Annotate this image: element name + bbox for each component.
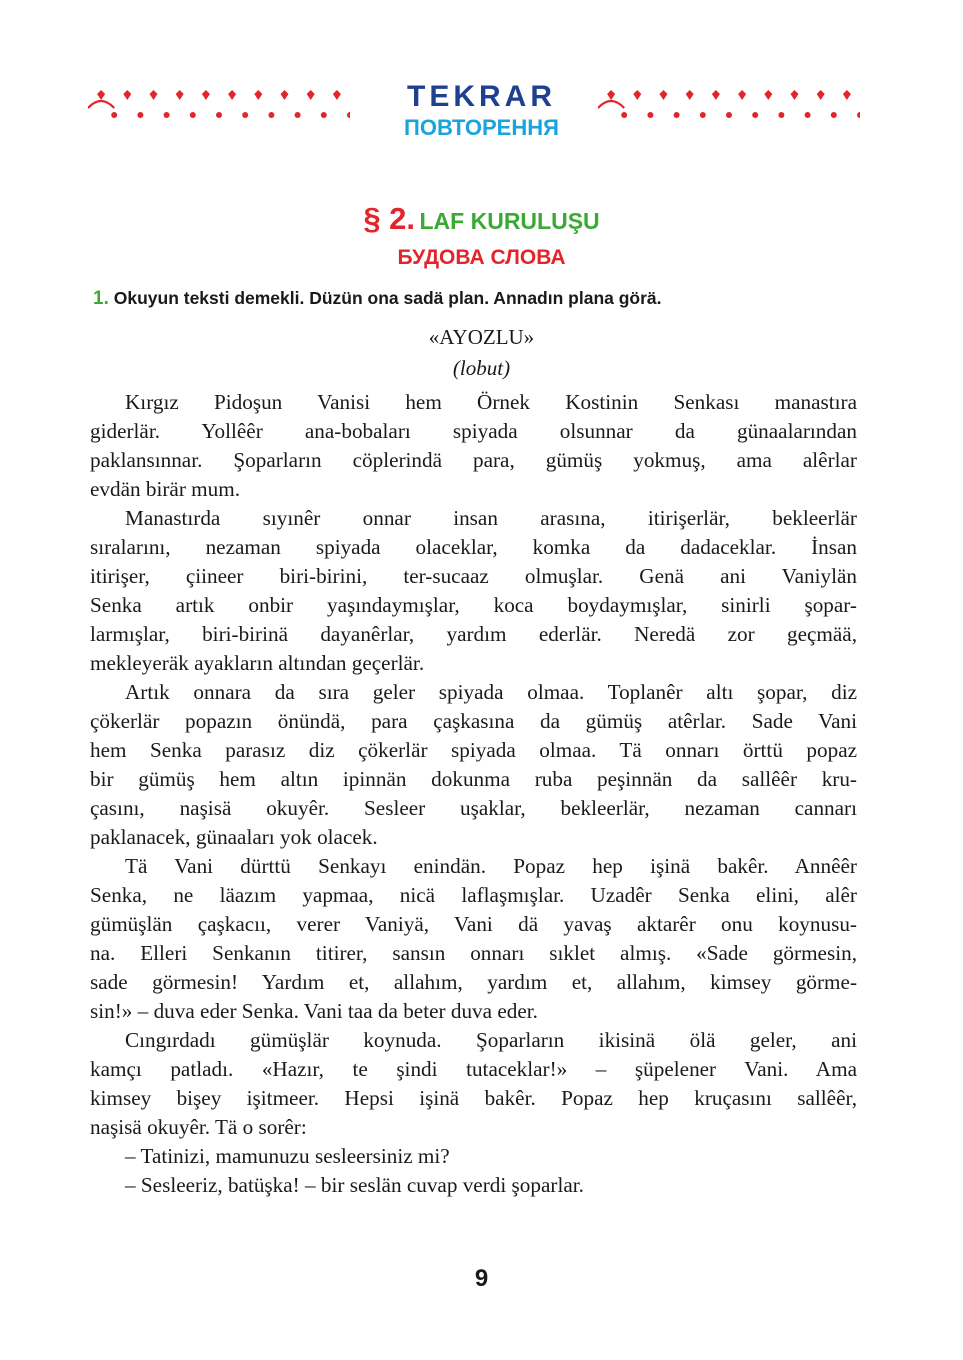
text-line: Senka, ne läazım yapmaa, nicä laflaşmışlar. Uzadêr Senka elini, alêr — [90, 883, 857, 907]
text-line: paklansınnar. Şoparların cöplerindä para, gümüş yokmuş, ama alêrlar — [90, 448, 857, 472]
page-number: 9 — [474, 1265, 489, 1292]
text-line: gümüşlän çaşkacıı, verer Vaniyä, Vani dä yavaş aktarêr onu koynusu- — [90, 912, 857, 936]
text-line: mekleyeräk ayakların altından geçerlär. — [90, 651, 425, 675]
text-line: kamçı patladı. «Hazır, te şindi tutaceklar!» – şüpelener Vani. Ama — [90, 1057, 857, 1081]
text-line: çökerlär popazın önündä, para çaşkasına da gümüş atêrlar. Sade Vani — [90, 709, 857, 733]
text-line: paklanacek, günaaları yok olacek. — [90, 825, 378, 849]
text-line: Kırgız Pidoşun Vanisi hem Örnek Kostinin Senkası manastıra — [125, 390, 857, 414]
section-subtitle: БУДОВА СЛОВА — [397, 246, 566, 269]
section-number: § 2. — [363, 201, 416, 236]
text-line: – Sesleeriz, batüşka! – bir seslän cuvap verdi şoparlar. — [125, 1173, 584, 1197]
text-line: Artık onnara da sıra geler spiyada olmaa. Toplanêr altı şopar, diz — [125, 680, 857, 704]
text-line: na. Elleri Senkanın titirer, sansın onnarı sıklet almış. «Sade görmesin, — [90, 941, 857, 965]
text-line: evdän birär mum. — [90, 477, 241, 501]
text-line: Senka artık onbir yaşındaymışlar, koca boydaymışlar, sinirli şopar- — [90, 593, 857, 617]
text-line: naşisä okuyêr. Tä o sorêr: — [90, 1115, 307, 1139]
text-line: bir gümüş hem altın ipinnän dokunma ruba peşinnän da sallêêr kru- — [90, 767, 857, 791]
story-text — [90, 388, 857, 1200]
chapter-title: TEKRAR — [407, 80, 556, 113]
text-line: hem Senka parasız diz çökerlär spiyada olmaa. Tä onnarı örttü popaz — [90, 738, 857, 762]
text-line: larmışlar, biri-birinä dayanêrlar, yardım ederlär. Neredä zor geçmää, — [90, 622, 857, 646]
text-line: giderlär. Yollêêr ana-bobaları spiyada olsunnar da günaalarından — [90, 419, 857, 443]
story-title: «AYOZLU» — [428, 325, 535, 349]
exercise-text: Okuyun teksti demekli. Düzün ona sadä plan. Annadın plana görä. — [113, 288, 662, 308]
text-line: Manastırda sıyınêr onnar insan arasına, itirişerlär, bekleerlär — [125, 506, 857, 530]
text-line: kimsey bişey işitmeer. Hepsi işinä bakêr. Popaz hep kruçasını sallêêr, — [90, 1086, 857, 1110]
chapter-subtitle: ПОВТОРЕННЯ — [404, 115, 559, 140]
text-line: itirişer, çiineer biri-birini, ter-sucaaz olmuşlar. Genä ani Vaniylän — [90, 564, 857, 588]
exercise-instruction — [93, 286, 873, 311]
text-line: Cıngırdadı gümüşlär koynuda. Şoparların ikisinä ölä geler, ani — [125, 1028, 857, 1052]
text-line: Tä Vani dürttü Senkayı enindän. Popaz hep işinä bakêr. Annêêr — [125, 854, 857, 878]
section-heading — [0, 200, 963, 272]
section-title: LAF KURULUŞU — [419, 208, 600, 234]
story-genre: (lobut) — [452, 356, 511, 380]
exercise-number: 1. — [93, 288, 109, 309]
text-line: sade görmesin! Yardım et, allahım, yardım et, allahım, kimsey görme- — [90, 970, 857, 994]
chapter-header — [0, 80, 963, 142]
text-line: sıralarını, nezaman spiyada olaceklar, komka da dadaceklar. İnsan — [90, 535, 857, 559]
text-line: çasını, naşisä okuyêr. Sesleer uşaklar, bekleerlär, nezaman cannarı — [90, 796, 857, 820]
text-line: sin!» – duva eder Senka. Vani taa da beter duva eder. — [90, 999, 538, 1023]
text-line: – Tatinizi, mamunuzu sesleersiniz mi? — [125, 1144, 450, 1168]
